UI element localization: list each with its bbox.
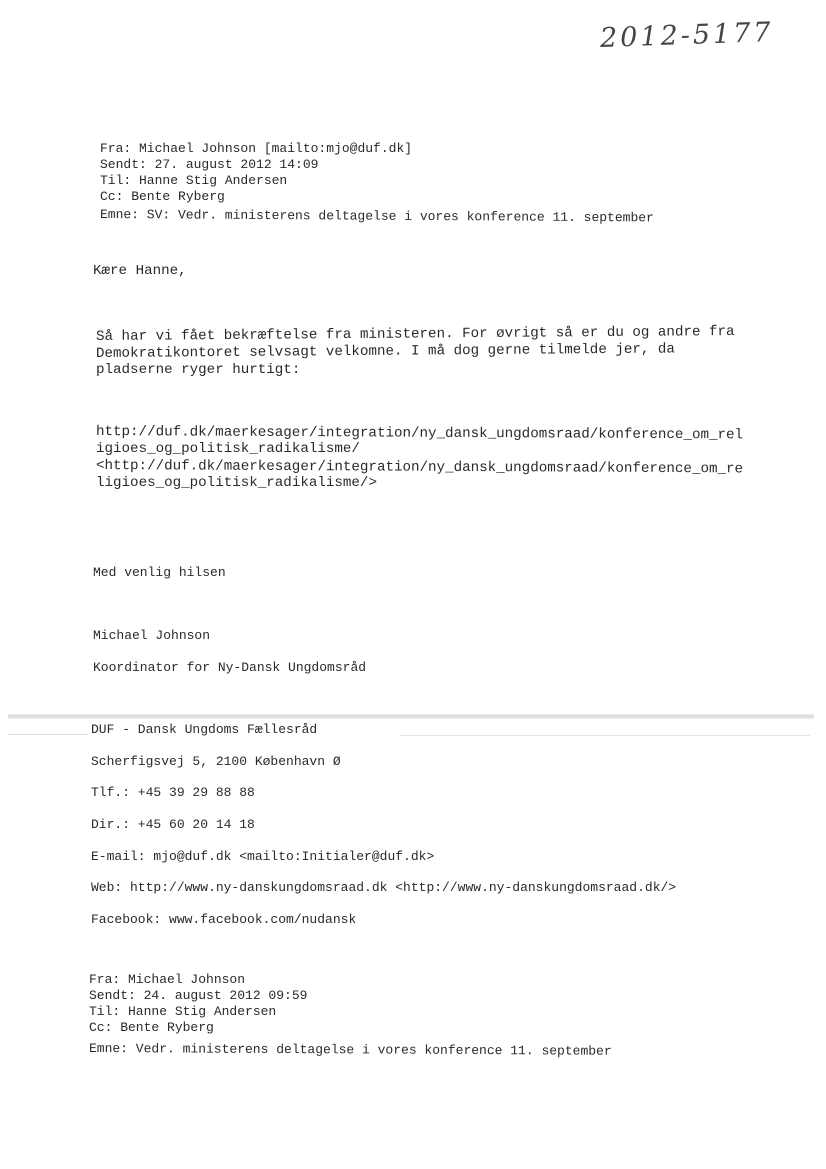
email1-sent: Sendt: 27. august 2012 14:09 [100, 157, 319, 172]
closing: Med venlig hilsen [93, 565, 226, 580]
body-paragraph-line-2: Demokratikontoret selvsagt velkomne. I må dog gerne tilmelde jer, da [95, 341, 675, 362]
signature-email: E-mail: mjo@duf.dk <mailto:Initialer@duf.dk> [91, 849, 435, 864]
link-line-4: ligioes_og_politisk_radikalisme/> [96, 475, 377, 491]
email2-sent: Sendt: 24. august 2012 09:59 [89, 988, 308, 1003]
greeting: Kære Hanne, [93, 263, 187, 279]
sender-name: Michael Johnson [93, 628, 211, 643]
scan-divider-mark [400, 735, 810, 736]
email1-subject: Emne: SV: Vedr. ministerens deltagelse i vores konference 11. september [99, 207, 654, 226]
signature-phone: Tlf.: +45 39 29 88 88 [91, 785, 255, 800]
signature-web: Web: http://www.ny-danskungdomsraad.dk <http://www.ny-danskungdomsraad.dk/> [91, 880, 677, 895]
link-line-3: <http://duf.dk/maerkesager/integration/ny_dansk_ungdomsraad/konference_om_re [95, 458, 744, 478]
signature-address: Scherfigsvej 5, 2100 København Ø [91, 754, 341, 769]
link-line-2: igioes_og_politisk_radikalisme/ [96, 441, 360, 457]
body-paragraph-line-1: Så har vi fået bekræftelse fra ministeren. For øvrigt så er du og andre fra [95, 323, 735, 345]
link-line-1: http://duf.dk/maerkesager/integration/ny_dansk_ungdomsraad/konference_om_rel [95, 424, 744, 444]
scan-divider [8, 714, 814, 719]
email2-to: Til: Hanne Stig Andersen [89, 1004, 277, 1019]
email2-subject: Emne: Vedr. ministerens deltagelse i vores konference 11. september [88, 1041, 612, 1059]
body-paragraph-line-3: pladserne ryger hurtigt: [96, 362, 301, 378]
handwritten-case-number: 2012-5177 [599, 16, 775, 55]
email1-to: Til: Hanne Stig Andersen [100, 173, 288, 188]
email1-from: Fra: Michael Johnson [mailto:mjo@duf.dk] [100, 141, 413, 156]
email1-cc: Cc: Bente Ryberg [100, 189, 225, 204]
email2-cc: Cc: Bente Ryberg [89, 1020, 214, 1035]
scan-divider-mark [8, 734, 88, 735]
signature-facebook: Facebook: www.facebook.com/nudansk [91, 912, 357, 927]
sender-title: Koordinator for Ny-Dansk Ungdomsråd [93, 660, 367, 675]
signature-org: DUF - Dansk Ungdoms Fællesråd [91, 722, 318, 737]
email2-from: Fra: Michael Johnson [89, 972, 246, 987]
signature-direct: Dir.: +45 60 20 14 18 [91, 817, 255, 832]
